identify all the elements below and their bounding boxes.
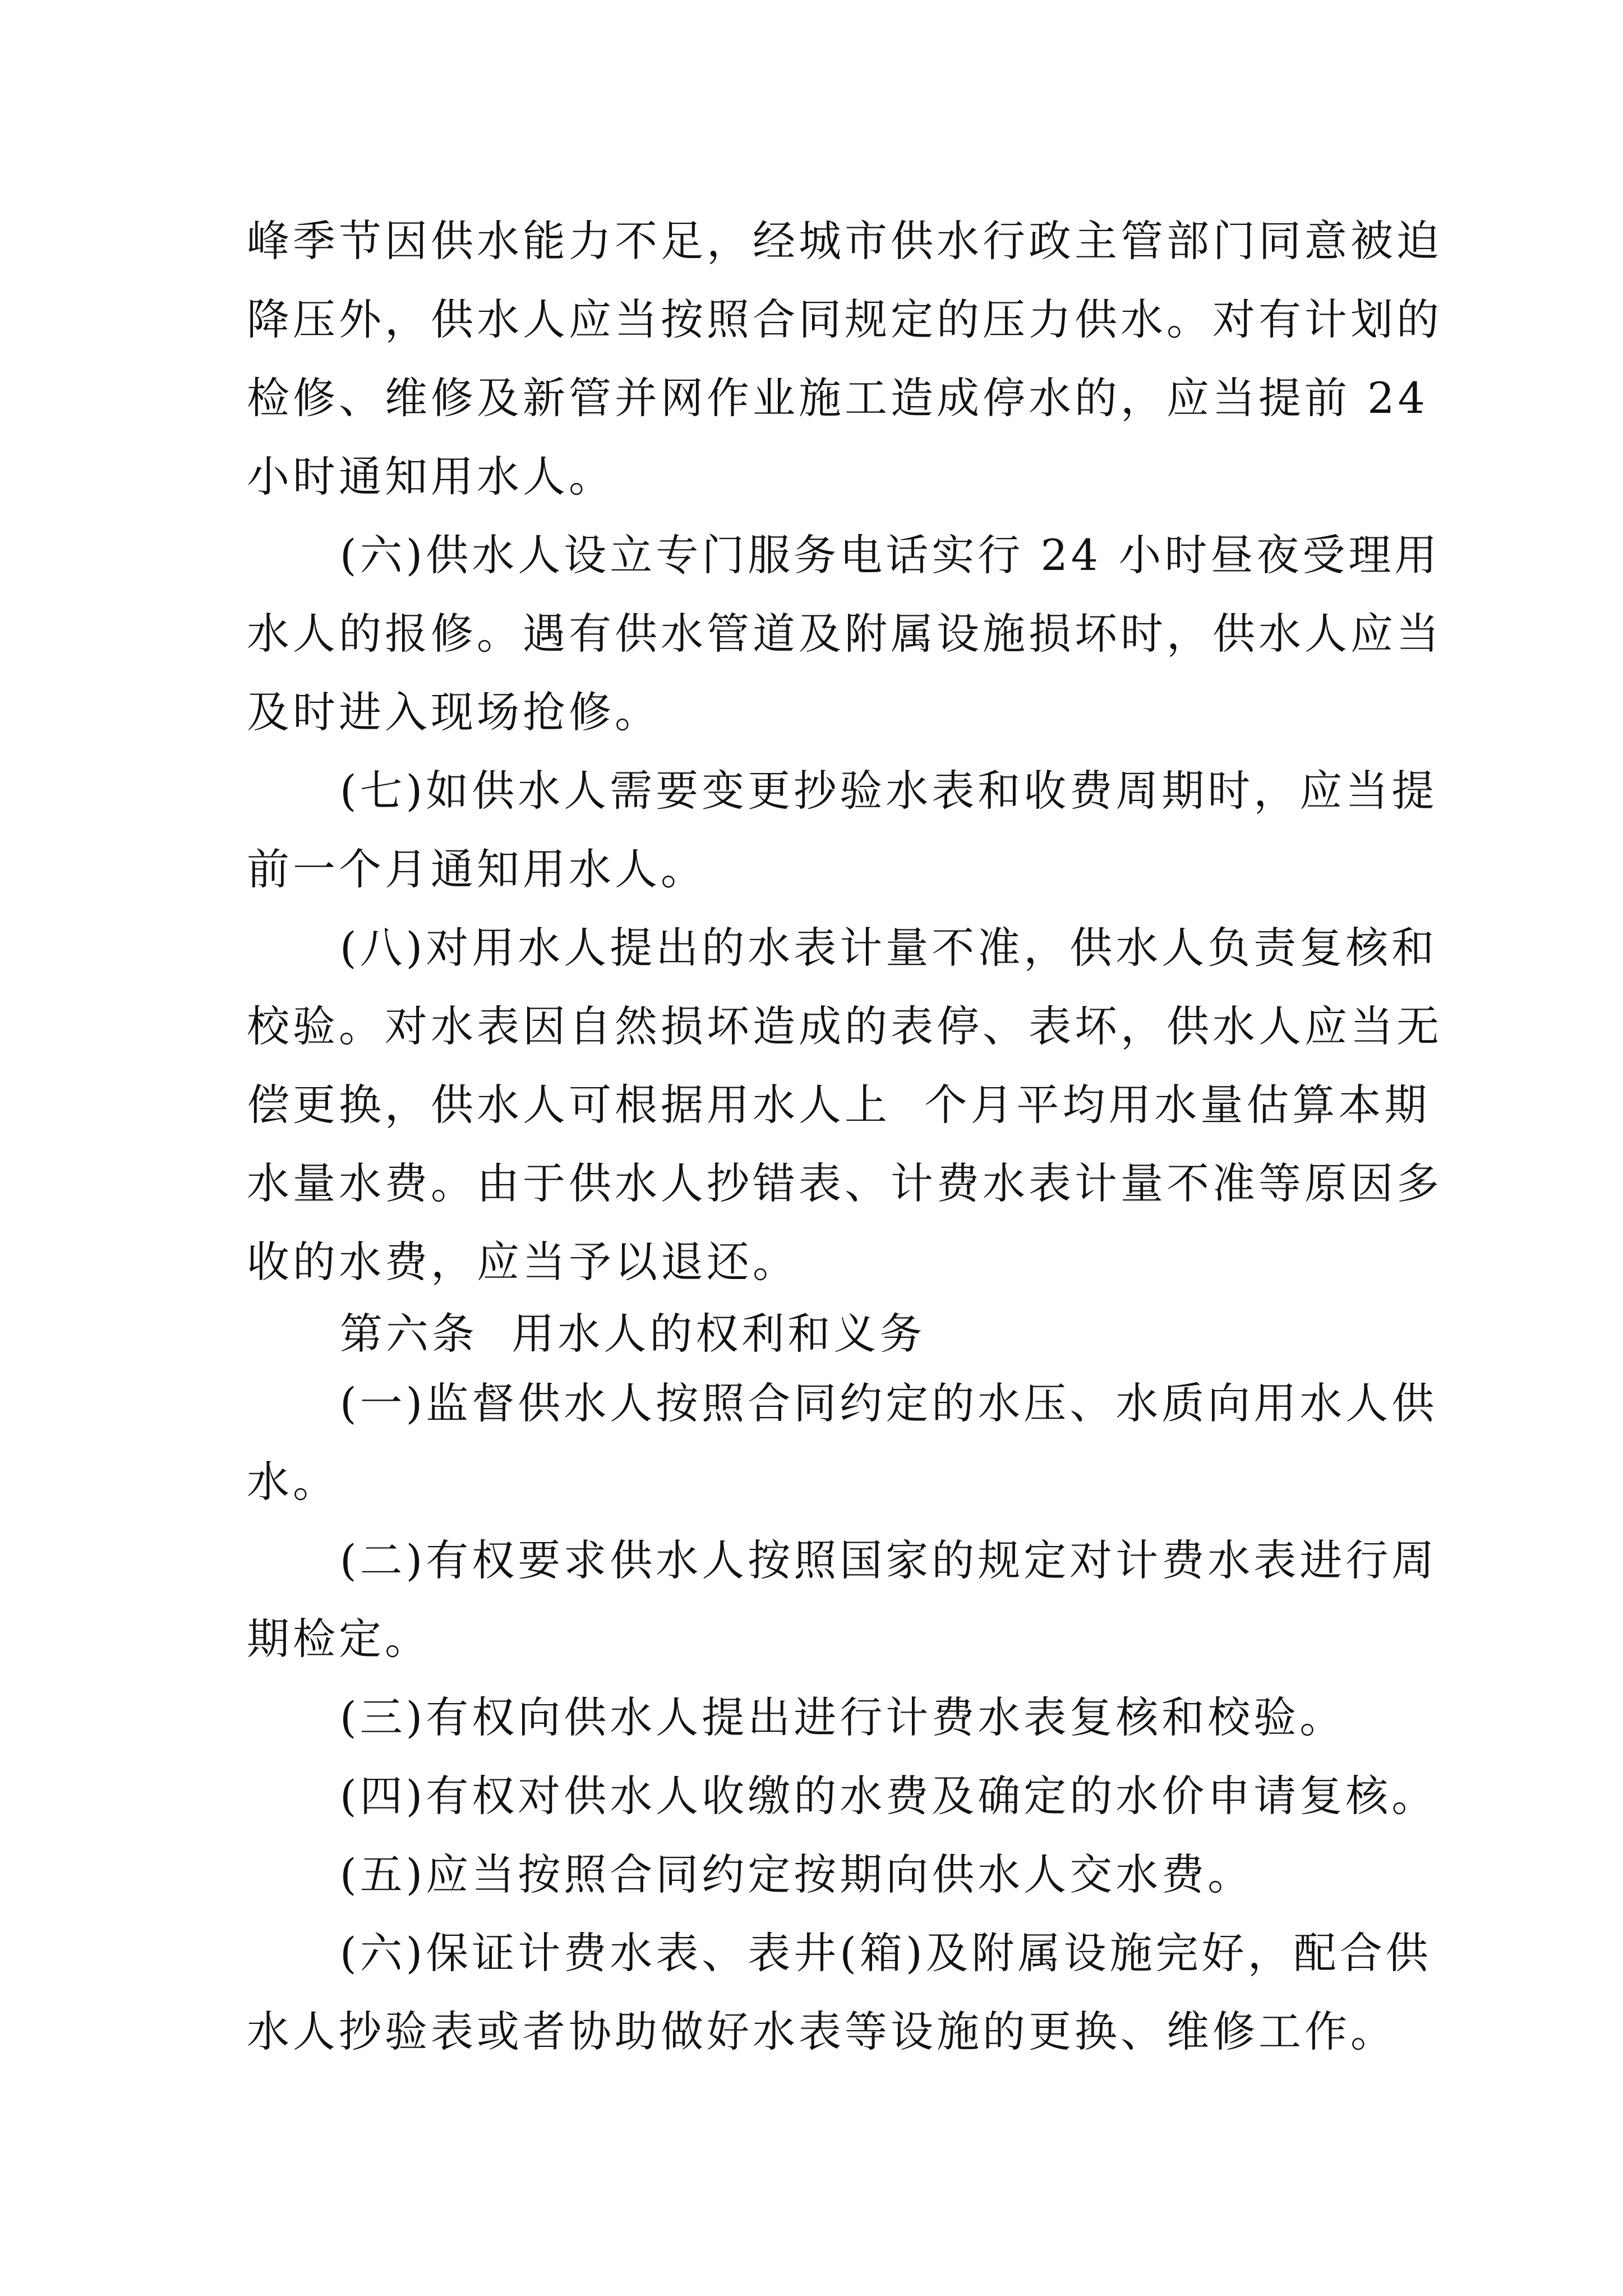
item-four: (四)有权对供水人收缴的水费及确定的水价申请复核。 <box>340 1771 1438 1821</box>
text-line: 期检定。 <box>247 1614 431 1664</box>
text-line: 检修、维修及新管并网作业施工造成停水的，应当提前 24 <box>247 373 1428 423</box>
paragraph-eight-start: (八)对用水人提出的水表计量不准，供水人负责复核和 <box>340 923 1438 973</box>
item-five: (五)应当按照合同约定按期向供水人交水费。 <box>340 1849 1254 1899</box>
text-line: 前一个月通知用水人。 <box>247 844 707 894</box>
text-line: 水。 <box>247 1457 339 1507</box>
paragraph-six-start: (六)供水人设立专门服务电话实行 24 小时昼夜受理用 <box>340 530 1441 580</box>
text-line: 及时进入现场抢修。 <box>247 687 661 737</box>
text-line: 峰季节因供水能力不足，经城市供水行政主管部门同意被迫 <box>247 216 1442 266</box>
item-six-start: (六)保证计费水表、表井(箱)及附属设施完好，配合供 <box>340 1928 1432 1978</box>
text-line: 偿更换，供水人可根据用水人上 个月平均用水量估算本期 <box>247 1080 1431 1130</box>
text-line: 小时通知用水人。 <box>247 452 615 501</box>
item-two-start: (二)有权要求供水人按照国家的规定对计费水表进行周 <box>340 1535 1438 1585</box>
item-three: (三)有权向供水人提出进行计费水表复核和校验。 <box>340 1692 1346 1742</box>
article-six-heading: 第六条 用水人的权利和义务 <box>340 1309 926 1359</box>
text-line: 降压外，供水人应当按照合同规定的压力供水。对有计划的 <box>247 295 1442 344</box>
text-line: 水人的报修。遇有供水管道及附属设施损坏时，供水人应当 <box>247 609 1442 659</box>
text-line: 收的水费，应当予以退还。 <box>247 1237 799 1287</box>
text-line: 校验。对水表因自然损坏造成的表停、表坏，供水人应当无 <box>247 1001 1442 1051</box>
text-line: 水量水费。由于供水人抄错表、计费水表计量不准等原因多 <box>247 1158 1442 1208</box>
paragraph-seven-start: (七)如供水人需要变更抄验水表和收费周期时，应当提 <box>340 766 1438 816</box>
text-line: 水人抄验表或者协助做好水表等设施的更换、维修工作。 <box>247 2007 1396 2056</box>
item-one-start: (一)监督供水人按照合同约定的水压、水质向用水人供 <box>340 1378 1438 1428</box>
